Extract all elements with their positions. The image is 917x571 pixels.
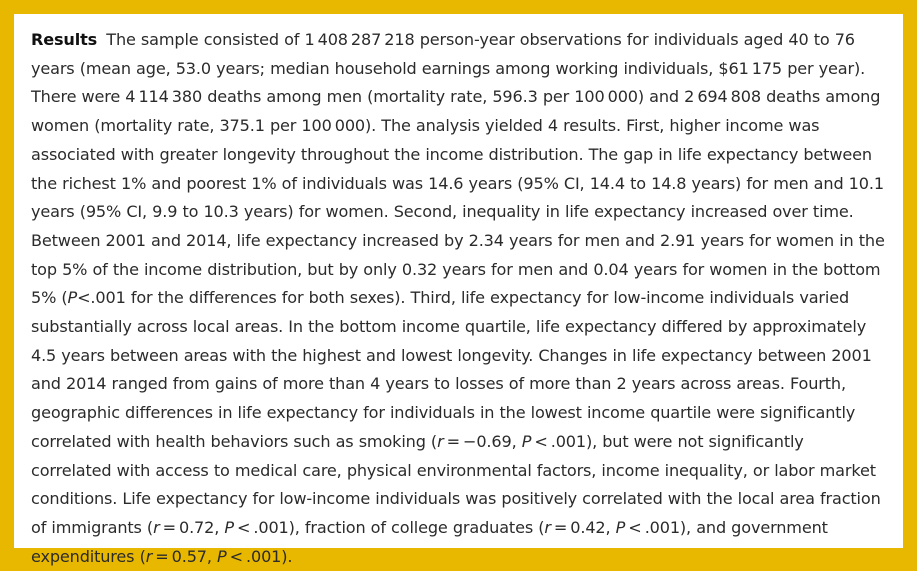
text-segment: < .001), but were not significantly correlated with access to medical care, physical environmental factors, income inequality, or labor market conditions. Life expectancy for low-income individuals was positively correlated with the local area fraction of immigrants ( (31, 431, 881, 537)
r-symbol: r (153, 517, 160, 537)
p-value-symbol: P (224, 517, 234, 537)
text-segment: The sample consisted of 1 408 287 218 person-year observations for individuals aged 40 to 76 years (mean age, 53.0 years; median household earnings among working individuals, $61 175 per year). There were 4 114 380 deaths among men (mortality rate, 596.3 per 100 000) and 2 694 808 deaths among women (mortality rate, 375.1 per 100 000). The analysis yielded 4 results. First, higher income was associated with greater longevity throughout the income distribution. The gap in life expectancy between the richest 1% and poorest 1% of individuals was 14.6 years (95% CI, 14.4 to 14.8 years) for men and 10.1 years (95% CI, 9.9 to 10.3 years) for women. Second, inequality in life expectancy increased over time. Between 2001 and 2014, life expectancy increased by 2.34 years for men and 2.91 years for women in the top 5% of the income distribution, but by only 0.32 years for men and 0.04 years for women in the bottom 5% ( (31, 30, 885, 308)
text-segment: = 0.57, (152, 546, 218, 566)
p-value-symbol: P (521, 431, 532, 451)
results-paragraph (31, 26, 887, 571)
r-symbol: r (145, 546, 153, 566)
text-segment: < .001). (226, 546, 293, 566)
text-segment: < .001), fraction of college graduates ( (233, 517, 545, 537)
text-segment: < .001), and government expenditures ( (31, 517, 828, 566)
text-segment: = 0.42, (550, 517, 616, 537)
p-value-symbol: P (217, 546, 227, 566)
p-value-symbol: P (67, 288, 78, 308)
p-value-symbol: P (615, 517, 626, 537)
text-segment: <.001 for the differences for both sexes). Third, life expectancy for low-income individuals varied substantially across local areas. In the bottom income quartile, life expectancy differed by approximately 4.5 years between areas with the highest and lowest longevity. Changes in life expectancy between 2001 and 2014 ranged from gains of more than 4 years to losses of more than 2 years across areas. Fourth, geographic differences in life expectancy for individuals in the lowest income quartile were significantly correlated with health behaviors such as smoking ( (31, 288, 872, 451)
text-segment: = 0.72, (159, 517, 225, 537)
r-symbol: r (544, 517, 551, 537)
r-symbol: r (437, 431, 444, 451)
results-heading: Results (31, 30, 98, 49)
text-segment: = −0.69, (443, 431, 522, 451)
results-abstract-panel (14, 14, 903, 566)
